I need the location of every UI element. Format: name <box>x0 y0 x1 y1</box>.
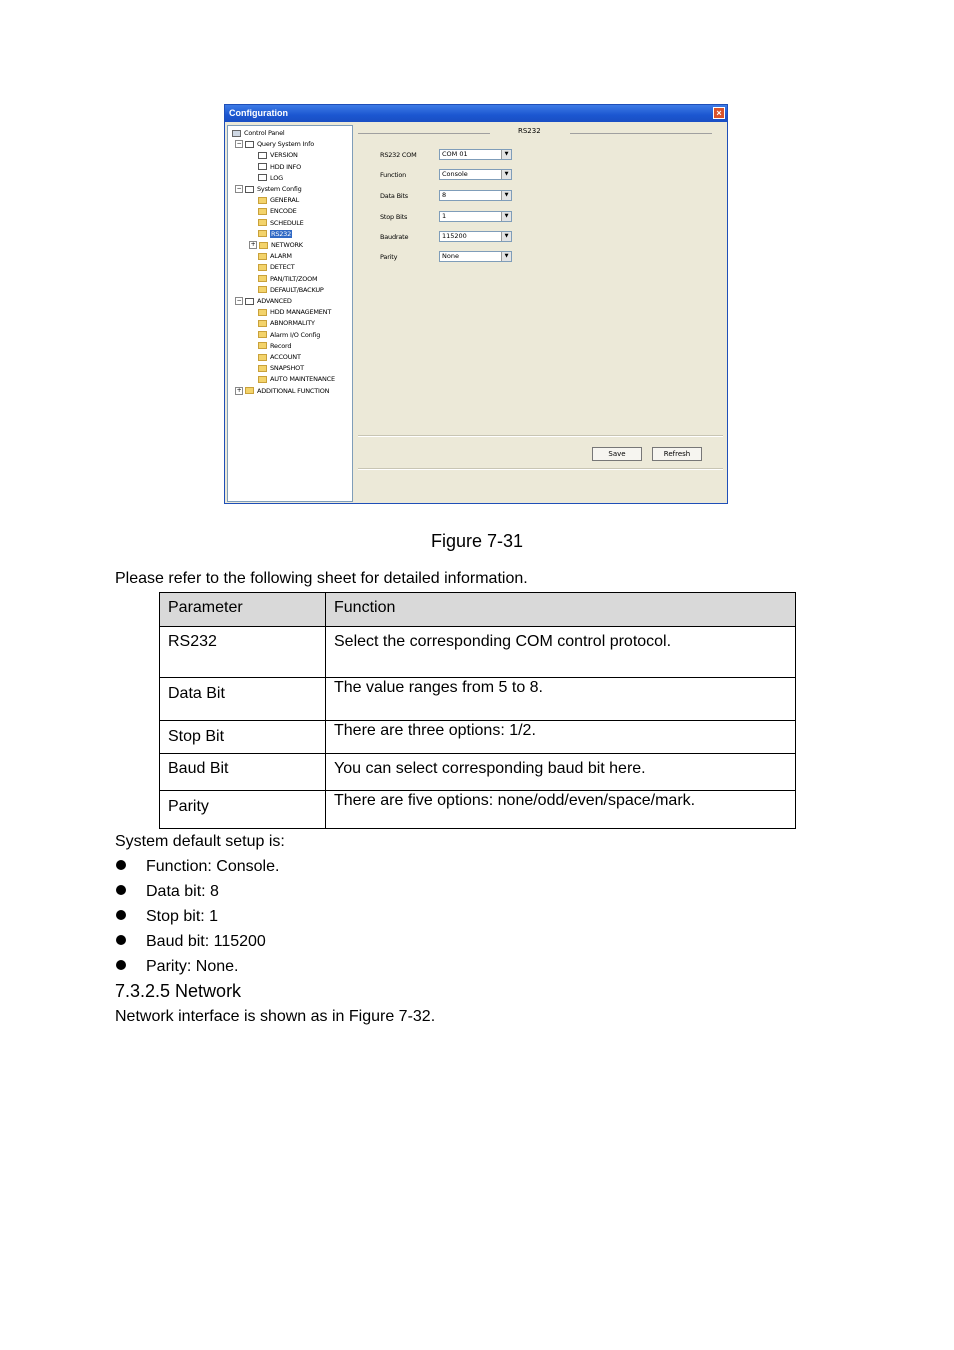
field-select[interactable] <box>439 169 512 180</box>
field-label: Stop Bits <box>380 213 408 221</box>
table-cell: There are five options: none/odd/even/space/mark. <box>326 791 796 829</box>
tree-item[interactable] <box>258 363 304 373</box>
field-select[interactable] <box>439 251 512 262</box>
chevron-down-icon[interactable]: ▼ <box>501 252 511 261</box>
folder-icon <box>258 208 267 215</box>
bullet-icon <box>116 860 126 870</box>
tree-item[interactable] <box>258 262 295 272</box>
list-item-text: Stop bit: 1 <box>146 908 219 925</box>
chevron-down-icon[interactable]: ▼ <box>501 170 511 179</box>
folder-icon <box>258 376 267 383</box>
folder-icon <box>258 219 267 226</box>
section-text: Network interface is shown as in Figure 7-32. <box>115 1008 436 1025</box>
tree-item-label: ADVANCED <box>257 297 292 305</box>
folder-icon <box>258 365 267 372</box>
note-icon <box>258 152 267 159</box>
folder-icon <box>258 264 267 271</box>
parameter-table <box>159 592 796 829</box>
table-row <box>160 791 796 829</box>
note-icon <box>245 141 254 148</box>
settings-icon <box>245 186 254 193</box>
separator <box>358 468 723 470</box>
folder-icon <box>258 286 267 293</box>
tree-item[interactable] <box>235 386 329 396</box>
folder-icon <box>245 387 254 394</box>
tree-item[interactable] <box>235 184 302 194</box>
field-select[interactable] <box>439 231 512 242</box>
tools-icon <box>245 298 254 305</box>
save-button[interactable]: Save <box>592 447 642 461</box>
table-header: Parameter <box>160 593 326 627</box>
group-line-left <box>358 133 490 134</box>
tree-item-label: ABNORMALITY <box>270 319 315 328</box>
intro-text: Please refer to the following sheet for detailed information. <box>115 570 528 587</box>
folder-open-icon <box>258 230 267 237</box>
group-title: RS232 <box>518 127 541 135</box>
field-value: 1 <box>442 212 447 220</box>
table-cell: Stop Bit <box>160 721 326 754</box>
table-cell: The value ranges from 5 to 8. <box>326 678 796 721</box>
expand-icon[interactable]: + <box>236 386 242 394</box>
table-row <box>160 678 796 721</box>
chevron-down-icon[interactable]: ▼ <box>501 232 511 241</box>
tree-item[interactable] <box>258 285 324 295</box>
tree-item-label: HDD MANAGEMENT <box>270 308 332 317</box>
list-item-text: Data bit: 8 <box>146 883 219 900</box>
tree-item[interactable] <box>235 139 314 149</box>
bullet-icon <box>116 935 126 945</box>
folder-icon <box>258 320 267 327</box>
tree-item-label: RS232 <box>271 229 292 238</box>
table-cell: Data Bit <box>160 678 326 721</box>
table-cell: RS232 <box>160 627 326 678</box>
tree-item[interactable] <box>258 274 317 284</box>
tree-item-label: GENERAL <box>270 196 300 205</box>
chevron-down-icon[interactable]: ▼ <box>501 191 511 200</box>
table-row <box>160 721 796 754</box>
folder-icon <box>258 342 267 349</box>
tree-item[interactable] <box>258 251 292 261</box>
field-value: 115200 <box>442 232 467 240</box>
tree-item[interactable] <box>258 195 299 205</box>
table-header: Function <box>326 593 796 627</box>
note-icon <box>258 174 267 181</box>
tree-item[interactable] <box>258 352 301 362</box>
list-item <box>116 958 238 976</box>
computer-icon <box>232 130 241 137</box>
tree-item-label: Control Panel <box>244 129 285 137</box>
tree-item-label: ALARM <box>270 252 292 261</box>
tree-item-label: DETECT <box>270 263 295 272</box>
tree-item-label: PAN/TILT/ZOOM <box>270 274 318 283</box>
folder-icon <box>259 242 268 249</box>
chevron-down-icon[interactable]: ▼ <box>501 212 511 221</box>
tree-item[interactable] <box>258 218 304 228</box>
tree-item[interactable] <box>249 240 303 250</box>
collapse-icon[interactable]: − <box>236 297 242 304</box>
close-icon[interactable]: × <box>713 107 725 119</box>
tree-item-label: ENCODE <box>270 207 297 216</box>
field-value: Console <box>442 170 468 178</box>
field-value: None <box>442 252 459 260</box>
list-item-text: Function: Console. <box>146 858 280 875</box>
tree-item-label: HDD INFO <box>270 162 301 171</box>
field-label: Function <box>380 171 407 179</box>
bullet-icon <box>116 910 126 920</box>
expand-icon[interactable]: + <box>250 241 256 248</box>
tree-item-label: SNAPSHOT <box>270 364 304 373</box>
folder-icon <box>258 309 267 316</box>
field-label: RS232 COM <box>380 151 417 159</box>
list-item <box>116 858 279 876</box>
folder-icon <box>258 253 267 260</box>
field-label: Baudrate <box>380 233 409 241</box>
folder-icon <box>258 275 267 282</box>
table-cell: There are three options: 1/2. <box>326 721 796 754</box>
field-value: 8 <box>442 191 447 199</box>
table-header-row <box>160 593 796 627</box>
separator <box>358 435 723 437</box>
table-row <box>160 754 796 791</box>
list-item <box>116 883 219 901</box>
tree-item-label: LOG <box>270 173 283 182</box>
section-heading: 7.3.2.5 Network <box>115 981 242 1001</box>
figure-caption: Figure 7-31 <box>430 531 524 551</box>
tree-item[interactable] <box>258 318 315 328</box>
tree-item[interactable] <box>258 341 291 351</box>
defaults-intro: System default setup is: <box>115 833 285 850</box>
table-row <box>160 627 796 678</box>
tree-item[interactable] <box>258 150 298 160</box>
tree-item-label: Query System Info <box>257 140 315 149</box>
tree-item[interactable] <box>258 374 335 384</box>
tree-item[interactable] <box>258 307 331 317</box>
table-cell: Parity <box>160 791 326 829</box>
tree-item-label: Record <box>270 341 292 350</box>
tree-item-label: ADDITIONAL FUNCTION <box>257 386 330 395</box>
refresh-button[interactable]: Refresh <box>652 447 702 461</box>
list-item <box>116 908 218 926</box>
table-cell: Select the corresponding COM control protocol. <box>326 627 796 678</box>
tree-item-label: AUTO MAINTENANCE <box>270 375 335 384</box>
field-select[interactable] <box>439 149 512 160</box>
tree-item-label: Alarm I/O Config <box>270 330 321 339</box>
collapse-icon[interactable]: − <box>236 185 242 192</box>
field-select[interactable] <box>439 211 512 222</box>
chevron-down-icon[interactable]: ▼ <box>501 150 511 159</box>
field-select[interactable] <box>439 190 512 201</box>
group-line-right <box>570 133 712 134</box>
collapse-icon[interactable]: − <box>236 140 242 148</box>
tree-item-label: System Config <box>257 185 302 193</box>
tree-item[interactable] <box>258 330 320 340</box>
tree-item-label: NETWORK <box>271 241 303 249</box>
tree-item-label: SCHEDULE <box>270 218 304 227</box>
tree-item-label: ACCOUNT <box>270 353 301 361</box>
folder-icon <box>258 331 267 338</box>
list-item-text: Parity: None. <box>146 958 239 975</box>
tree-item[interactable] <box>232 128 285 138</box>
tree-item[interactable] <box>258 229 292 239</box>
note-icon <box>258 163 267 170</box>
table-cell: You can select corresponding baud bit here. <box>326 754 796 791</box>
folder-icon <box>258 197 267 204</box>
tree-item-label: VERSION <box>270 151 298 160</box>
list-item-text: Baud bit: 115200 <box>146 933 266 950</box>
configuration-window <box>224 104 728 504</box>
folder-icon <box>258 354 267 361</box>
field-value: COM 01 <box>442 150 468 158</box>
list-item <box>116 933 266 951</box>
tree-item[interactable] <box>258 173 283 183</box>
config-tree <box>227 125 353 502</box>
tree-item[interactable] <box>258 206 297 216</box>
window-title: Configuration <box>229 108 288 118</box>
tree-item[interactable] <box>235 296 292 306</box>
bullet-icon <box>116 885 126 895</box>
rs232-panel <box>355 125 726 502</box>
field-label: Data Bits <box>380 192 408 200</box>
tree-item[interactable] <box>258 162 301 172</box>
field-label: Parity <box>380 253 398 261</box>
tree-item-label: DEFAULT/BACKUP <box>270 285 324 294</box>
table-cell: Baud Bit <box>160 754 326 791</box>
window-titlebar <box>225 105 727 122</box>
bullet-icon <box>116 960 126 970</box>
